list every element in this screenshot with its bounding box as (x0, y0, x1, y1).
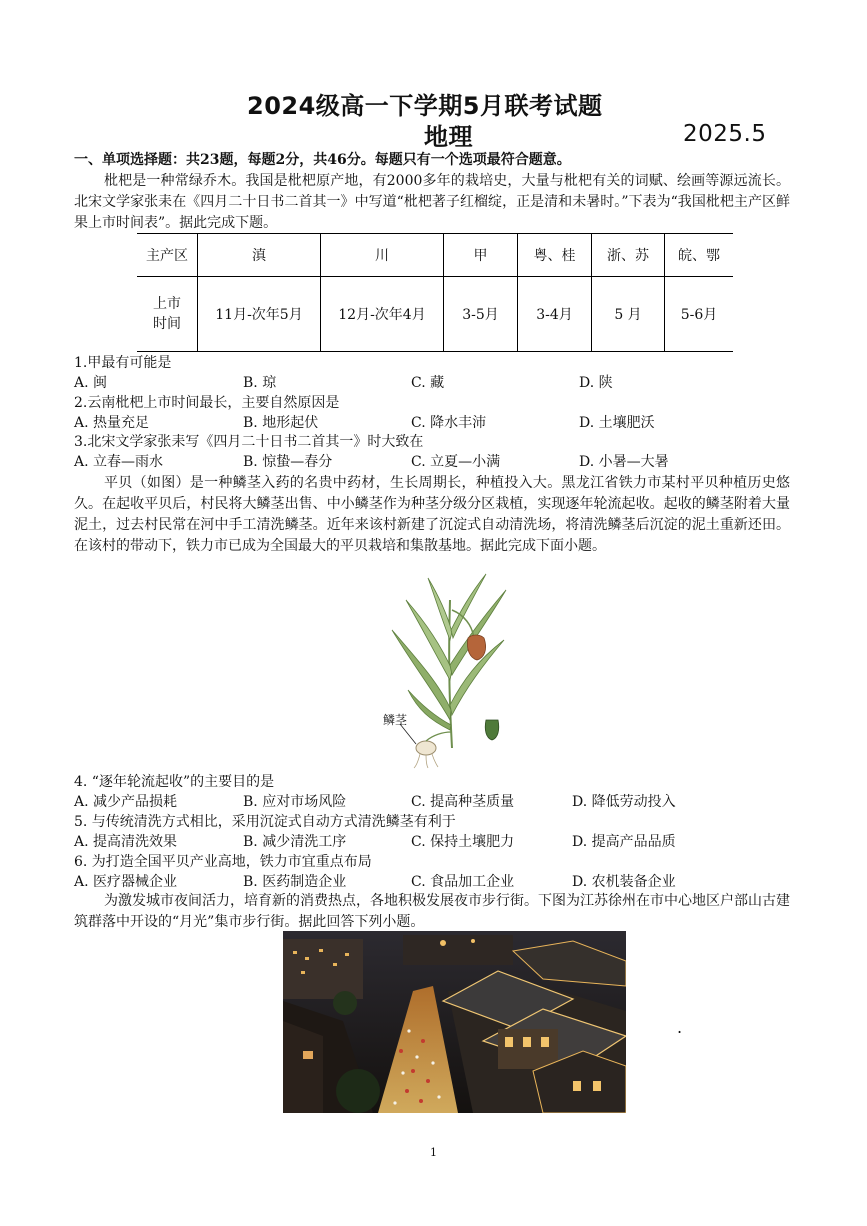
question-stem: 1.甲最有可能是 (74, 355, 172, 371)
option-b: B. 琼 (243, 375, 277, 391)
page-number: 1 (430, 1146, 437, 1159)
table-cell: 3-5月 (444, 277, 518, 352)
option-a: A. 医疗器械企业 (74, 874, 178, 890)
option-a: A. 立春—雨水 (74, 454, 164, 470)
option-a: A. 减少产品损耗 (74, 794, 178, 810)
question-stem: 4. “逐年轮流起收”的主要目的是 (74, 774, 275, 790)
table-cell: 5-6月 (665, 277, 734, 352)
option-c: C. 藏 (411, 375, 445, 391)
option-b: B. 惊蛰—春分 (243, 454, 333, 470)
night-market-photo (283, 931, 626, 1113)
option-b: B. 地形起伏 (243, 415, 319, 431)
table-header-cell: 主产区 (137, 234, 198, 277)
option-c: C. 降水丰沛 (411, 415, 487, 431)
table-row-label: 上市时间 (137, 277, 198, 352)
bulb-label: 鳞茎 (383, 713, 408, 727)
table-cell: 12月-次年4月 (321, 277, 444, 352)
option-b: B. 医药制造企业 (243, 874, 347, 890)
question-stem: 2.云南枇杷上市时间最长，主要自然原因是 (74, 395, 340, 411)
section-heading: 一、单项选择题：共23题，每题2分，共46分。每题只有一个选项最符合题意。 (74, 152, 571, 168)
option-d: D. 陕 (579, 375, 613, 391)
table-cell: 11月-次年5月 (198, 277, 321, 352)
intro-paragraph-loquat: 枇杷是一种常绿乔木。我国是枇杷原产地，有2000多年的栽培史，大量与枇杷有关的词赋、绘画等源远流长。北宋文学家张耒在《四月二十日书二首其一》中写道“枇杷著子红榴绽，正是清和未暑时。”下表为“我国枇杷主产区鲜果上市时间表”。据此完成下题。 (74, 173, 790, 231)
option-b: B. 减少清洗工序 (243, 834, 347, 850)
question-stem: 5. 与传统清洗方式相比，采用沉淀式自动方式清洗鳞茎有利于 (74, 814, 456, 830)
question-stem: 6. 为打造全国平贝产业高地，铁力市宜重点布局 (74, 854, 372, 870)
loquat-market-table (137, 233, 733, 352)
option-d: D. 农机装备企业 (572, 874, 676, 890)
option-d: D. 土壤肥沃 (579, 415, 655, 431)
option-c: C. 立夏—小满 (411, 454, 501, 470)
option-a: A. 闽 (74, 375, 108, 391)
exam-date: 2025.5 (683, 121, 767, 147)
fritillary-plant-figure (378, 570, 518, 770)
option-d: D. 小暑—大暑 (579, 454, 669, 470)
option-a: A. 提高清洗效果 (74, 834, 178, 850)
option-d: D. 降低劳动投入 (572, 794, 676, 810)
option-c: C. 食品加工企业 (411, 874, 515, 890)
option-a: A. 热量充足 (74, 415, 150, 431)
table-header-cell: 皖、鄂 (665, 234, 734, 277)
table-header-cell: 粤、桂 (518, 234, 592, 277)
intro-paragraph-night-market: 为激发城市夜间活力，培育新的消费热点，各地积极发展夜市步行街。下图为江苏徐州在市中心地区户部山古建筑群落中开设的“月光”集市步行街。据此回答下列小题。 (74, 893, 790, 930)
table-header-cell: 浙、苏 (592, 234, 665, 277)
table-header-cell: 滇 (198, 234, 321, 277)
table-cell: 3-4月 (518, 277, 592, 352)
figure-dot: . (677, 1018, 683, 1037)
exam-title: 2024级高一下学期5月联考试题 (247, 92, 603, 120)
option-b: B. 应对市场风险 (243, 794, 347, 810)
option-c: C. 提高种茎质量 (411, 794, 515, 810)
question-stem: 3.北宋文学家张耒写《四月二十日书二首其一》时大致在 (74, 434, 424, 450)
table-cell: 5 月 (592, 277, 665, 352)
intro-paragraph-fritillary: 平贝（如图）是一种鳞茎入药的名贵中药材，生长周期长，种植投入大。黑龙江省铁力市某村平贝种植历史悠久。在起收平贝后，村民将大鳞茎出售、中小鳞茎作为种茎分级分区栽植，实现逐年轮流起收。起收的鳞茎附着大量泥土，过去村民常在河中手工清洗鳞茎。近年来该村新建了沉淀式自动清洗场，将清洗鳞茎后沉淀的泥土重新还田。在该村的带动下，铁力市已成为全国最大的平贝栽培和集散基地。据此完成下面小题。 (74, 475, 790, 554)
table-header-cell: 川 (321, 234, 444, 277)
subject-title: 地理 (424, 123, 473, 151)
option-d: D. 提高产品品质 (572, 834, 676, 850)
option-c: C. 保持土壤肥力 (411, 834, 515, 850)
table-header-cell: 甲 (444, 234, 518, 277)
